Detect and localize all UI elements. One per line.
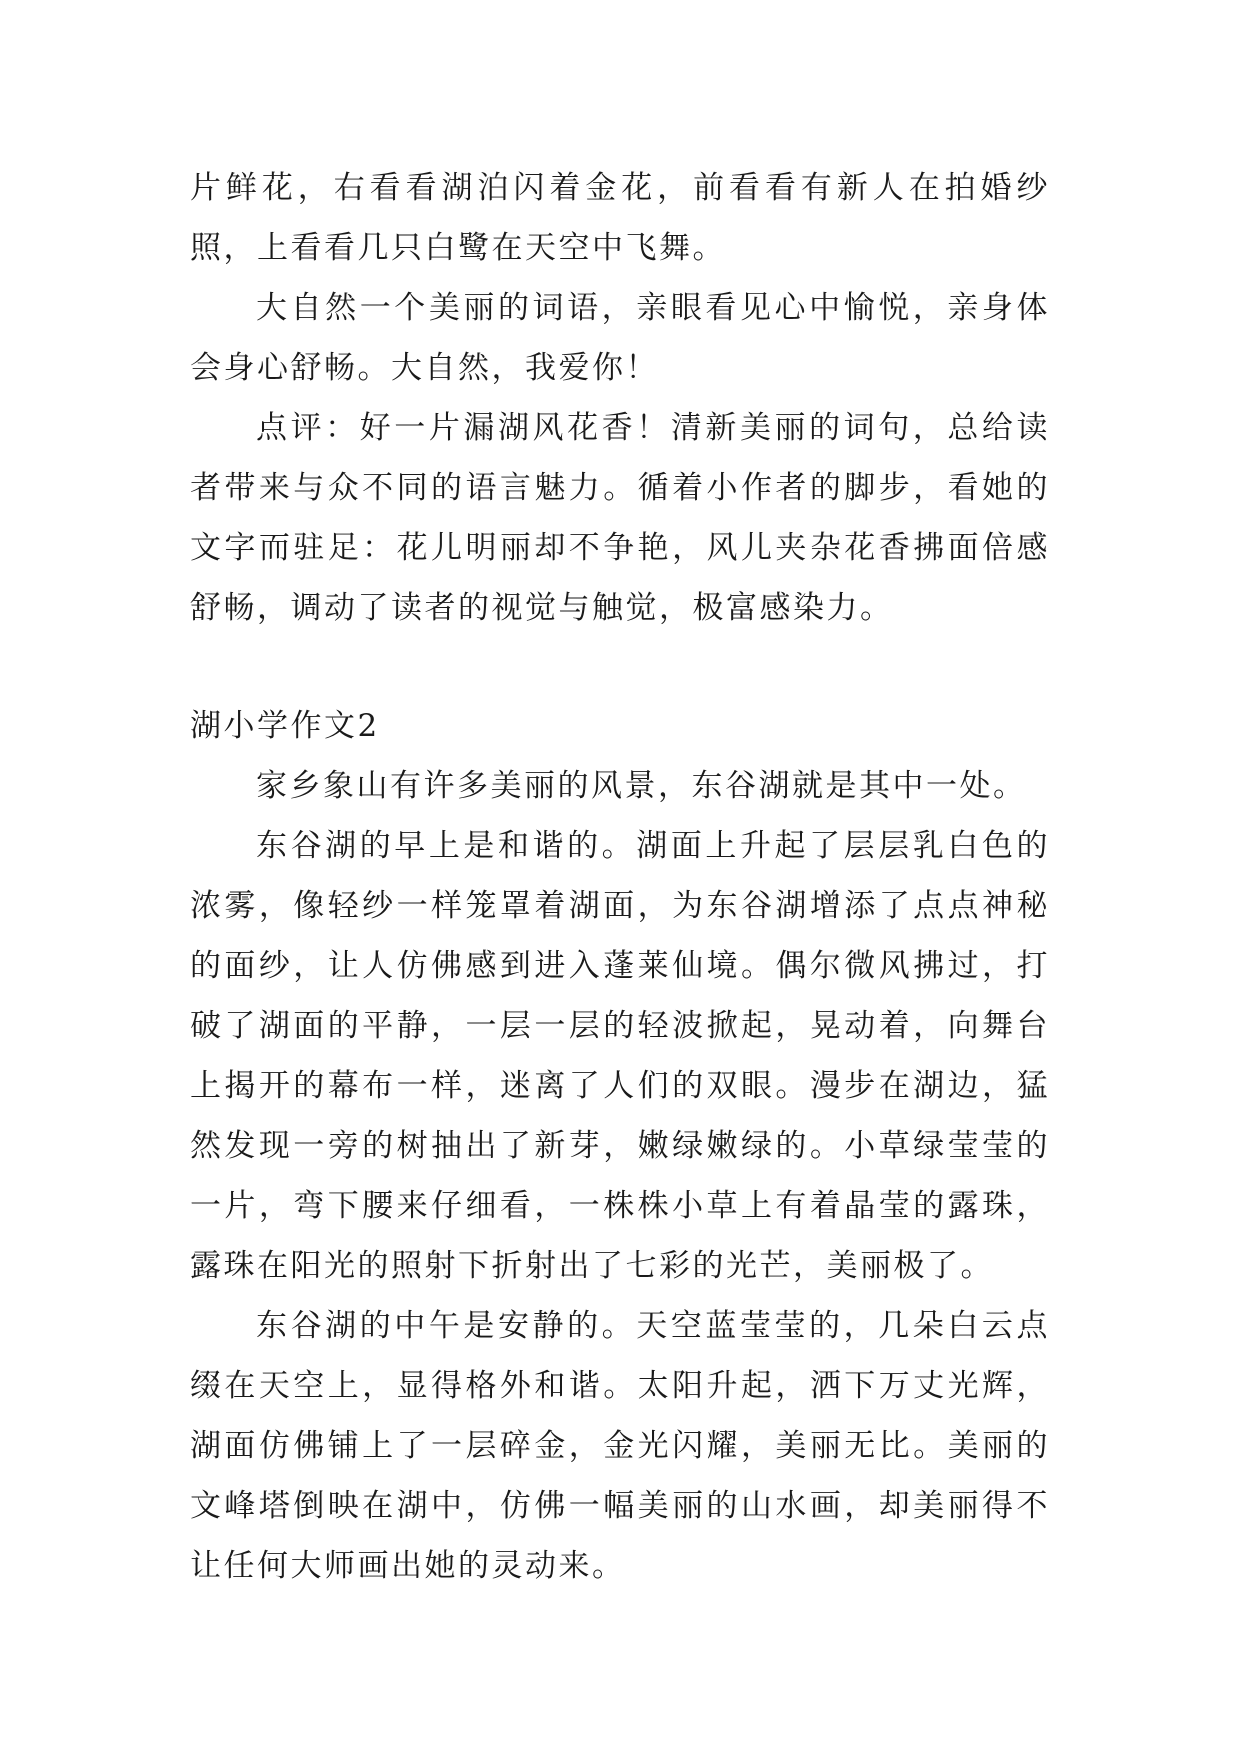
- essay-paragraph-2: 东谷湖的早上是和谐的。湖面上升起了层层乳白色的浓雾，像轻纱一样笼罩着湖面，为东谷湖增添了点点神秘的面纱，让人仿佛感到进入蓬莱仙境。偶尔微风拂过，打破了湖面的平静，一层一层的轻波掀起，晃动着，向舞台上揭开的幕布一样，迷离了人们的双眼。漫步在湖边，猛然发现一旁的树抽出了新芽，嫩绿嫩绿的。小草绿莹莹的一片，弯下腰来仔细看，一株株小草上有着晶莹的露珠，露珠在阳光的照射下折射出了七彩的光芒，美丽极了。: [190, 828, 1050, 1284]
- comment-paragraph: 点评：好一片漏湖风花香！清新美丽的词句，总给读者带来与众不同的语言魅力。循着小作者的脚步，看她的文字而驻足：花儿明丽却不争艳，风儿夹杂花香拂面倍感舒畅，调动了读者的视觉与触觉，极富感染力。: [190, 410, 1050, 626]
- closing-paragraph: 大自然一个美丽的词语，亲眼看见心中愉悦，亲身体会身心舒畅。大自然，我爱你！: [190, 290, 1050, 386]
- continued-paragraph: 片鲜花，右看看湖泊闪着金花，前看看有新人在拍婚纱照，上看看几只白鹭在天空中飞舞。: [190, 170, 1050, 266]
- essay-title: 湖小学作文2: [190, 708, 380, 744]
- essay-paragraph-3: 东谷湖的中午是安静的。天空蓝莹莹的，几朵白云点缀在天空上，显得格外和谐。太阳升起，洒下万丈光辉，湖面仿佛铺上了一层碎金，金光闪耀，美丽无比。美丽的文峰塔倒映在湖中，仿佛一幅美丽的山水画，却美丽得不让任何大师画出她的灵动来。: [190, 1308, 1050, 1584]
- essay-paragraph-1: 家乡象山有许多美丽的风景，东谷湖就是其中一处。: [256, 768, 1027, 804]
- document-page: [190, 158, 1050, 1596]
- section-gap: [190, 638, 1050, 696]
